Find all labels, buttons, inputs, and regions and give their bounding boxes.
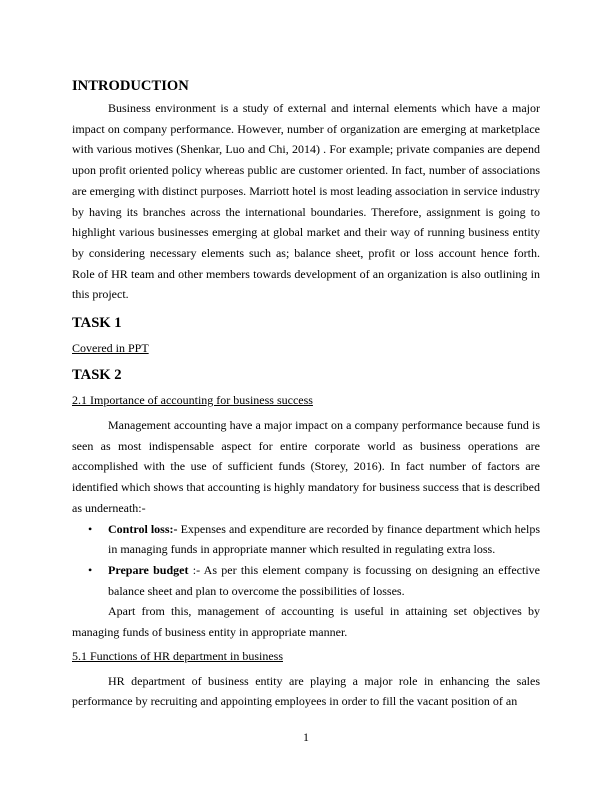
bullet-text: :- As per this element company is focussing on designing an effective balance sheet and plan to overcome the possibilities of losses.: [108, 562, 540, 598]
task1-heading: TASK 1: [72, 315, 122, 332]
bullet-label: Prepare budget: [108, 562, 189, 577]
accounting-bullet-list: [72, 519, 540, 602]
bullet-dot-icon: •: [88, 562, 93, 577]
introduction-paragraph: Business environment is a study of external and internal elements which have a major impact on company performance. However, number of organization are emerging at marketplace with various motives (Shenkar, Luo and Chi, 2014) . For example; private companies are depend upon profit oriented policy whereas public are customer oriented. In fact, number of associations are emerging with distinct purposes. Marriott hotel is most leading association in service industry by having its branches across the international boundaries. Therefore, assignment is going to highlight various businesses emerging at global market and their way of running business entity by considering necessary elements such as; balance sheet, profit or loss account hence forth. Role of HR team and other members towards development of an organization is also outlining in this project.: [72, 101, 540, 302]
section-2-1-closing: Apart from this, management of accounting is useful in attaining set objectives by managing funds of business entity in appropriate manner.: [72, 604, 540, 640]
bullet-label: Control loss:-: [108, 521, 178, 536]
section-2-1-paragraph: Management accounting have a major impact on a company performance because fund is seen as most indispensable aspect for entire corporate world as business operations are accomplished with the use of sufficient funds (Storey, 2016). In fact number of factors are identified which shows that accounting is highly mandatory for business success that is described as underneath:-: [72, 418, 540, 515]
bullet-dot-icon: •: [88, 521, 93, 536]
section-5-1-paragraph: HR department of business entity are playing a major role in enhancing the sales performance by recruiting and appointing employees in order to fill the vacant position of an: [72, 673, 540, 709]
page-number: 1: [303, 730, 309, 744]
bullet-control-loss: [72, 519, 540, 560]
section-5-1-title: 5.1 Functions of HR department in business: [72, 648, 283, 663]
task2-heading: TASK 2: [72, 367, 122, 384]
introduction-heading: INTRODUCTION: [72, 78, 189, 94]
bullet-prepare-budget: [72, 560, 540, 601]
section-2-1-title: 2.1 Importance of accounting for business success: [72, 393, 313, 408]
document-page: [72, 76, 540, 712]
covered-in-ppt-link: Covered in PPT: [72, 341, 149, 356]
bullet-text: Expenses and expenditure are recorded by finance department which helps in managing funds in appropriate manner which resulted in regulating extra loss.: [108, 521, 540, 557]
